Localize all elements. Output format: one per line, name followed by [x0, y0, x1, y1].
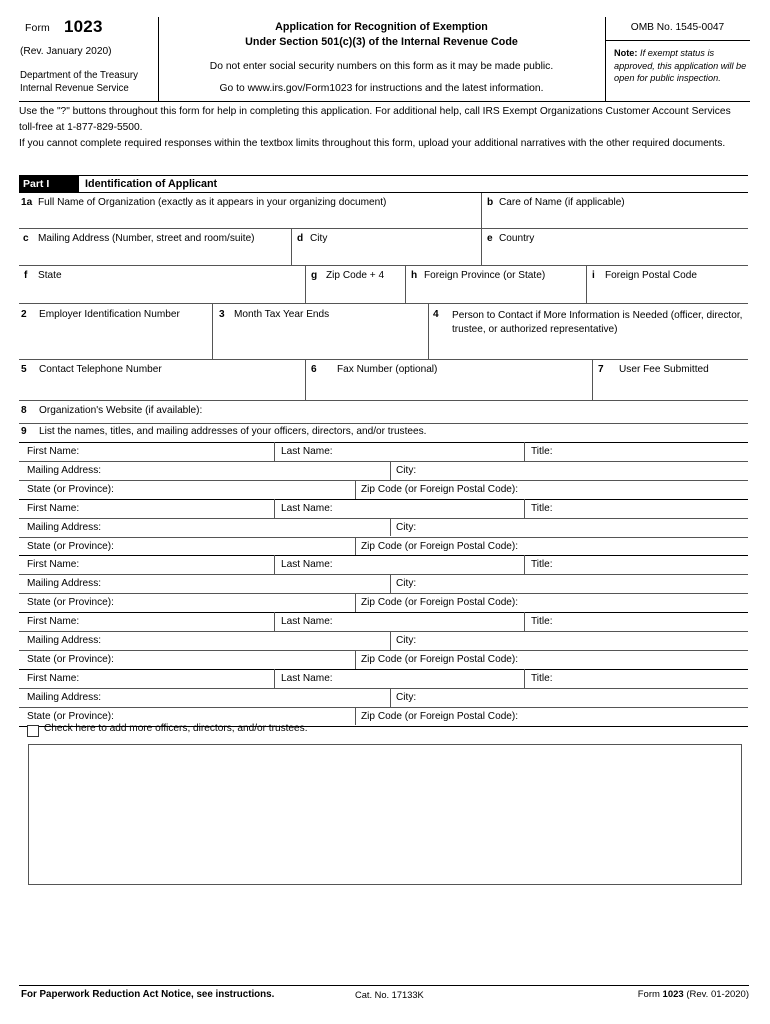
officer-zip-label: Zip Code (or Foreign Postal Code):: [361, 710, 519, 722]
officer-row-rule: [19, 537, 748, 538]
field-7-label: User Fee Submitted: [619, 364, 709, 375]
officer-zip-label: Zip Code (or Foreign Postal Code):: [361, 653, 519, 665]
officer-divider-first-last: [274, 669, 275, 688]
field-1h-number: h: [411, 270, 418, 281]
field-5-number: 5: [21, 364, 27, 375]
officer-last-name-label: Last Name:: [281, 616, 333, 628]
officer-first-name-label: First Name:: [27, 502, 80, 514]
field-1i-number: i: [592, 270, 595, 281]
officer-divider-address-city: [390, 518, 391, 537]
officer-mailing-address-label: Mailing Address:: [27, 691, 102, 703]
officer-divider-state-zip: [355, 537, 356, 556]
field-1d-label: City: [310, 233, 328, 244]
grid-rule-row5: [19, 400, 748, 401]
form-notice-line: Do not enter social security numbers on this form as it may be made public.: [209, 61, 554, 72]
omb-separator: [606, 40, 750, 41]
add-more-officers-checkbox[interactable]: [27, 725, 39, 737]
officer-row-rule: [19, 593, 748, 594]
officer-row-rule: [19, 574, 748, 575]
officer-city-label: City:: [396, 521, 417, 533]
officer-divider-address-city: [390, 631, 391, 650]
footer-form-prefix: Form: [637, 989, 663, 1000]
officer-mailing-address-label: Mailing Address:: [27, 464, 102, 476]
officer-row-rule: [19, 461, 748, 462]
officer-last-name-label: Last Name:: [281, 446, 333, 457]
part1-header-bar: [19, 176, 748, 192]
footer-paperwork-notice: For Paperwork Reduction Act Notice, see instructions.: [21, 989, 275, 1000]
grid-divider-3-4: [428, 303, 429, 359]
officer-row-rule: [19, 688, 748, 689]
officer-divider-first-last: [274, 442, 275, 461]
omb-box: [605, 16, 750, 101]
officer-state-label: State (or Province):: [27, 653, 114, 665]
officer-zip-label: Zip Code (or Foreign Postal Code):: [361, 483, 519, 495]
officer-mailing-address-label: Mailing Address:: [27, 635, 102, 646]
officer-row-rule: [19, 612, 748, 613]
grid-divider-6-7: [592, 359, 593, 400]
part1-bottom-rule: [19, 192, 748, 193]
department-treasury-line: Department of the Treasury: [20, 70, 138, 81]
officer-divider-address-city: [390, 461, 391, 480]
field-1b-number: b: [487, 197, 494, 208]
grid-divider-1c-1d: [291, 228, 292, 265]
officer-state-label: State (or Province):: [27, 710, 114, 722]
field-1a-number: 1a: [21, 197, 33, 208]
officer-last-name-label: Last Name:: [281, 559, 333, 571]
omb-note-label: Note:: [614, 48, 638, 58]
officer-mailing-address-label: Mailing Address:: [27, 578, 102, 590]
form-instructions-link-line: Go to www.irs.gov/Form1023 for instructions and the latest information.: [219, 83, 544, 94]
grid-rule-row4: [19, 359, 748, 360]
field-1f-label: State: [38, 270, 62, 281]
officer-divider-last-title: [524, 442, 525, 461]
field-1i-label: Foreign Postal Code: [605, 270, 698, 281]
officer-city-label: City:: [396, 691, 417, 703]
footer-catalog-number: Cat. No. 17133K: [355, 990, 424, 1000]
officer-title-label: Title:: [531, 616, 553, 628]
field-3-label: Month Tax Year Ends: [234, 309, 330, 320]
field-4-label: Person to Contact if More Information is Needed (officer, director, trustee, or authorized representative): [452, 310, 743, 335]
field-1e-number: e: [487, 233, 493, 244]
field-1a-label: Full Name of Organization (exactly as it appears in your organizing document): [38, 197, 387, 208]
field-6-number: 6: [311, 364, 317, 375]
officer-first-name-label: First Name:: [27, 616, 80, 628]
field-1h-label: Foreign Province (or State): [424, 270, 546, 281]
field-2-label: Employer Identification Number: [39, 309, 180, 320]
form-word-label: Form: [25, 22, 50, 34]
officer-zip-label: Zip Code (or Foreign Postal Code):: [361, 597, 519, 609]
officer-title-label: Title:: [531, 446, 553, 457]
officer-divider-last-title: [524, 669, 525, 688]
field-8-number: 8: [21, 405, 27, 416]
officer-title-label: Title:: [531, 559, 553, 571]
intro-paragraph-2: If you cannot complete required responses within the textbox limits throughout this form, upload your additional narratives with the other required documents.: [19, 138, 726, 149]
form-header: [19, 16, 750, 101]
grid-rule-row1: [19, 228, 748, 229]
field-6-label: Fax Number (optional): [337, 364, 438, 375]
field-4-number: 4: [433, 309, 439, 320]
form-title-line2: Under Section 501(c)(3) of the Internal Revenue Code: [245, 36, 518, 48]
officer-divider-address-city: [390, 574, 391, 593]
officer-divider-state-zip: [355, 480, 356, 499]
form-title-line1: Application for Recognition of Exemption: [275, 21, 488, 33]
officer-row-rule: [19, 442, 748, 443]
header-bottom-rule: [19, 101, 750, 102]
add-more-officers-label: Check here to add more officers, directors, and/or trustees.: [44, 723, 308, 734]
officer-divider-first-last: [274, 612, 275, 631]
field-3-number: 3: [219, 309, 225, 320]
grid-rule-row2: [19, 265, 748, 266]
grid-rule-row3: [19, 303, 748, 304]
officer-row-rule: [19, 480, 748, 481]
officer-divider-last-title: [524, 612, 525, 631]
officer-city-label: City:: [396, 578, 417, 590]
footer-form-suffix: (Rev. 01-2020): [683, 989, 749, 1000]
grid-divider-5-6: [305, 359, 306, 400]
field-1e-label: Country: [499, 233, 535, 244]
part1-title: Identification of Applicant: [85, 178, 218, 190]
grid-divider-1d-1e: [481, 228, 482, 265]
officer-row-rule: [19, 707, 748, 708]
officer-row-rule: [19, 650, 748, 651]
footer-form-number: 1023: [662, 989, 684, 1000]
form-revision-date: (Rev. January 2020): [20, 46, 112, 57]
footer-rule: [19, 985, 749, 986]
officer-title-label: Title:: [531, 672, 553, 684]
grid-divider-2-3: [212, 303, 213, 359]
officer-last-name-label: Last Name:: [281, 672, 333, 684]
field-8-label: Organization's Website (if available):: [39, 405, 203, 416]
field-2-number: 2: [21, 309, 27, 320]
irs-line: Internal Revenue Service: [20, 83, 129, 94]
officer-divider-last-title: [524, 555, 525, 574]
officer-divider-state-zip: [355, 707, 356, 726]
field-1g-number: g: [311, 270, 318, 281]
officer-row-rule: [19, 518, 748, 519]
officer-divider-first-last: [274, 555, 275, 574]
officer-last-name-label: Last Name:: [281, 502, 333, 514]
omb-note: [614, 47, 750, 85]
intro-paragraph-1: Use the "?" buttons throughout this form for help in completing this application. For additional help, call IRS Exempt Organizations Customer Account Services toll-free at 1-877-829-5500.: [19, 106, 731, 133]
officer-state-label: State (or Province):: [27, 597, 114, 609]
field-1d-number: d: [297, 233, 304, 244]
part1-label: Part I: [23, 178, 50, 190]
officer-first-name-label: First Name:: [27, 446, 80, 457]
field-9-number: 9: [21, 426, 27, 437]
officer-divider-state-zip: [355, 593, 356, 612]
omb-number: OMB No. 1545-0047: [630, 22, 725, 33]
field-1g-label: Zip Code + 4: [326, 270, 385, 281]
form-number: 1023: [64, 17, 103, 36]
officer-state-label: State (or Province):: [27, 540, 114, 552]
grid-divider-1a-1b: [481, 193, 482, 228]
field-7-number: 7: [598, 364, 604, 375]
grid-divider-1h-1i: [586, 265, 587, 303]
grid-rule-row6: [19, 423, 748, 424]
omb-note-text: If exempt status is approved, this application will be open for public inspection.: [614, 48, 747, 83]
officer-divider-last-title: [524, 499, 525, 518]
officer-first-name-label: First Name:: [27, 559, 80, 571]
officer-mailing-address-label: Mailing Address:: [27, 521, 102, 533]
field-1c-number: c: [23, 233, 29, 244]
footer-form-id: [638, 989, 749, 1000]
officer-divider-state-zip: [355, 650, 356, 669]
officer-row-rule: [19, 631, 748, 632]
officer-state-label: State (or Province):: [27, 483, 114, 495]
officer-title-label: Title:: [531, 502, 553, 514]
officer-city-label: City:: [396, 464, 417, 476]
additional-notes-textarea[interactable]: [28, 744, 742, 885]
field-5-label: Contact Telephone Number: [39, 364, 162, 375]
field-1b-label: Care of Name (if applicable): [499, 197, 625, 208]
officer-first-name-label: First Name:: [27, 672, 80, 684]
officer-divider-address-city: [390, 688, 391, 707]
officer-city-label: City:: [396, 635, 417, 646]
officer-row-rule: [19, 499, 748, 500]
officer-row-rule: [19, 555, 748, 556]
officer-row-rule: [19, 669, 748, 670]
field-1c-label: Mailing Address (Number, street and room/suite): [38, 233, 255, 244]
grid-divider-1g-1h: [405, 265, 406, 303]
form-title-block: [158, 16, 605, 94]
grid-divider-1f-1g: [305, 265, 306, 303]
officer-divider-first-last: [274, 499, 275, 518]
officer-zip-label: Zip Code (or Foreign Postal Code):: [361, 540, 519, 552]
field-1f-number: f: [24, 270, 28, 281]
field-9-label: List the names, titles, and mailing addresses of your officers, directors, and/or trustees.: [39, 426, 427, 437]
